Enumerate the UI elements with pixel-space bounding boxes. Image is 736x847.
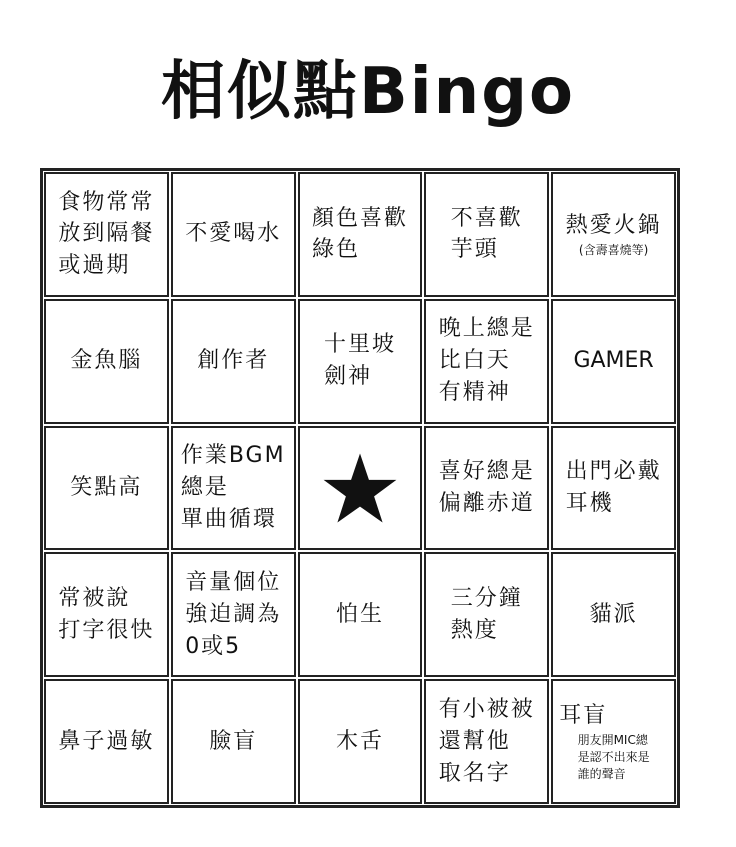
cell-text: 出門必戴 耳機 [565,459,662,516]
star-icon [322,452,398,524]
cell-text: 有小被被 還幫他 取名字 [438,696,535,786]
bingo-cell[interactable] [551,426,676,551]
bingo-cell[interactable] [171,426,296,551]
cell-text: 鼻子過敏 [58,728,155,754]
bingo-cell[interactable] [44,299,169,424]
cell-text: 笑點高 [70,475,143,501]
cell-text: 金魚腦 [70,348,143,374]
bingo-cell[interactable] [424,552,549,677]
bingo-cell[interactable] [551,679,676,804]
cell-text: 十里坡 劍神 [323,332,396,390]
cell-text: 作業BGM 總是 單曲循環 [180,443,286,532]
bingo-cell[interactable] [298,172,423,297]
bingo-cell[interactable] [171,299,296,424]
cell-text: 不愛喝水 [185,221,282,247]
cell-text: 顏色喜歡 綠色 [311,205,408,263]
cell-text: 熱愛火鍋 [565,213,662,239]
cell-text: GAMER [573,348,654,374]
bingo-cell[interactable] [171,552,296,677]
bingo-cell[interactable] [551,172,676,297]
bingo-cell[interactable] [424,172,549,297]
bingo-cell[interactable] [424,679,549,804]
bingo-cell[interactable] [551,552,676,677]
bingo-cell[interactable] [424,426,549,551]
cell-text: 耳盲 [559,703,608,729]
cell-text: 三分鐘 熱度 [450,585,523,643]
cell-text: 音量個位 強迫調為 0或5 [185,569,282,659]
cell-text: 食物常常 放到隔餐 或過期 [58,189,155,279]
cell-text: 怕生 [335,601,384,627]
cell-text: 貓派 [589,601,638,627]
cell-text: 常被說 打字很快 [58,585,155,643]
cell-text: 臉盲 [209,728,258,754]
bingo-cell[interactable] [44,679,169,804]
cell-text: 木舌 [335,728,384,754]
free-space-cell[interactable] [298,426,423,551]
bingo-cell[interactable] [44,172,169,297]
cell-note: (含壽喜燒等) [578,242,649,257]
page-title: 相似點Bingo [160,55,576,129]
bingo-cell[interactable] [298,299,423,424]
bingo-cell[interactable] [298,679,423,804]
cell-text: 喜好總是 偏離赤道 [438,459,535,516]
bingo-cell[interactable] [551,299,676,424]
bingo-cell[interactable] [171,679,296,804]
cell-note: 朋友開MIC總 是認不出來是 誰的聲音 [577,733,650,781]
cell-text: 晚上總是 比白天 有精神 [438,316,535,406]
bingo-cell[interactable] [298,552,423,677]
bingo-cell[interactable] [171,172,296,297]
bingo-board [40,168,680,808]
cell-text: 不喜歡 芋頭 [450,205,523,263]
cell-text: 創作者 [197,348,270,374]
bingo-cell[interactable] [44,552,169,677]
bingo-cell[interactable] [424,299,549,424]
bingo-cell[interactable] [44,426,169,551]
